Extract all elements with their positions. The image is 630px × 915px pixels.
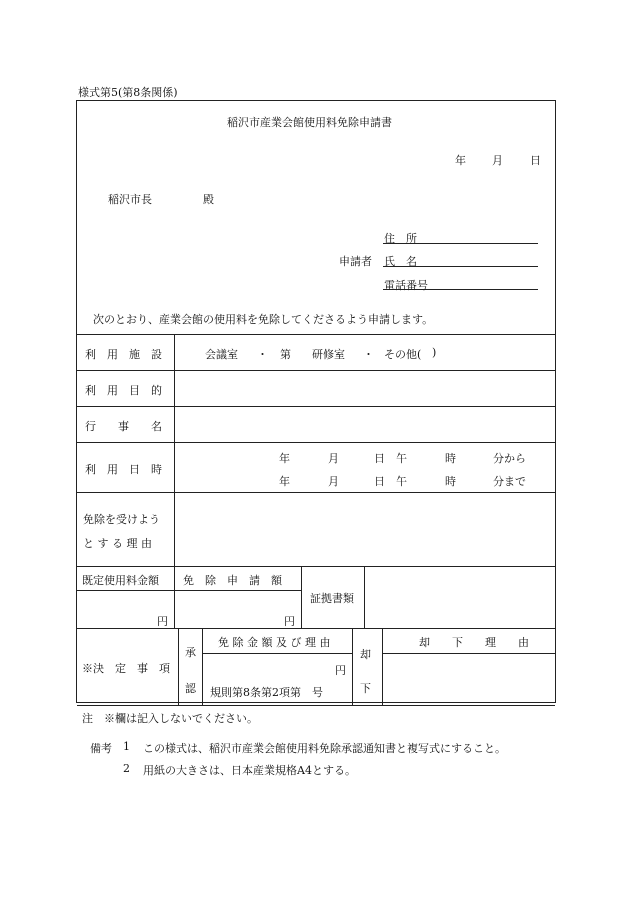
rule-facility-top: [77, 334, 555, 335]
date-year: 年: [455, 154, 466, 167]
remarks-label: 備考: [90, 742, 112, 755]
exemption-amount-label: 免 除 申 請 額: [183, 574, 282, 587]
purpose-label: 利 用 目 的: [85, 384, 162, 397]
rule-evidence-left: [301, 566, 302, 628]
approve-char-top: 承: [185, 646, 196, 659]
facility-sep-1: ・: [257, 348, 268, 361]
facility-label: 利 用 施 設: [85, 348, 162, 361]
datetime-from-year: 年: [279, 452, 290, 465]
rule-event-top: [77, 406, 555, 407]
rule-approve-right: [202, 628, 203, 705]
facility-option-meeting: 会議室: [205, 348, 238, 361]
datetime-to-minute: 分まで: [493, 475, 526, 488]
datetime-to-day: 日: [374, 475, 385, 488]
applicant-address-line: [383, 243, 538, 244]
exemption-amount-yen: 円: [284, 615, 295, 628]
datetime-from-minute: 分から: [493, 452, 526, 465]
facility-sep-2: ・: [363, 348, 374, 361]
applicant-address-label: 住 所: [384, 232, 417, 245]
decision-label: ※決 定 事 項: [82, 662, 170, 675]
applicant-name-line: [383, 266, 538, 267]
rule-reference: 規則第8条第2項第 号: [210, 686, 323, 699]
datetime-from-day: 日: [374, 452, 385, 465]
rule-reject-header: [382, 653, 555, 654]
remarks-item-2-num: 2: [123, 762, 130, 775]
datetime-label: 利 用 日 時: [85, 463, 162, 476]
form-number: 様式第5(第8条関係): [78, 86, 178, 99]
standard-fee-yen: 円: [157, 615, 168, 628]
datetime-to-ampm: 午: [396, 475, 407, 488]
rule-reason-top: [77, 492, 555, 493]
event-name-label: 行 事 名: [85, 420, 162, 433]
facility-option-training: 研修室: [312, 348, 345, 361]
applicant-label: 申請者: [339, 255, 372, 268]
rule-decision-header: [202, 653, 352, 654]
decision-yen: 円: [335, 664, 346, 677]
applicant-phone-label: 電話番号: [384, 279, 428, 292]
datetime-from-month: 月: [328, 452, 339, 465]
note-text: 注 ※欄は記入しないでください。: [82, 712, 258, 725]
applicant-phone-line: [383, 289, 538, 290]
reason-label-line2: と す る 理 由: [83, 537, 152, 550]
facility-option-other-close: ): [432, 346, 437, 359]
reject-char-bottom: 下: [360, 682, 371, 695]
applicant-name-label: 氏 名: [384, 255, 417, 268]
date-day: 日: [530, 154, 541, 167]
rule-reject-left: [352, 628, 353, 705]
datetime-to-month: 月: [328, 475, 339, 488]
rule-purpose-top: [77, 370, 555, 371]
form-title: 稲沢市産業会館使用料免除申請書: [227, 116, 392, 129]
remarks-item-1-text: この様式は、稲沢市産業会館使用料免除承認通知書と複写式にすること。: [143, 742, 506, 755]
rule-reject-right: [382, 628, 383, 705]
rule-decision-top: [77, 628, 555, 629]
reject-reason-header: 却 下 理 由: [419, 636, 529, 649]
rule-datetime-top: [77, 442, 555, 443]
reject-char-top: 却: [360, 648, 371, 661]
exemption-reason-header: 免 除 金 額 及 び 理 由: [218, 636, 331, 649]
reason-label-line1: 免除を受けよう: [83, 513, 160, 526]
datetime-from-ampm: 午: [396, 452, 407, 465]
datetime-to-hour: 時: [445, 475, 456, 488]
datetime-from-hour: 時: [445, 452, 456, 465]
application-form: [76, 100, 556, 725]
rule-evidence-right: [364, 566, 365, 628]
intro-text: 次のとおり、産業会館の使用料を免除してくださるよう申請します。: [93, 313, 434, 326]
facility-option-dai: 第: [280, 348, 291, 361]
datetime-to-year: 年: [279, 475, 290, 488]
addressee: 稲沢市長: [108, 193, 152, 206]
rule-label-col: [174, 334, 175, 628]
approve-char-bottom: 認: [185, 682, 196, 695]
date-month: 月: [492, 154, 503, 167]
rule-fee-mid: [77, 590, 301, 591]
evidence-documents-label: 証拠書類: [310, 592, 354, 605]
facility-option-other: その他(: [384, 348, 422, 361]
rule-note-top: [77, 705, 555, 706]
addressee-honorific: 殿: [203, 193, 214, 206]
rule-fee-top: [77, 566, 555, 567]
remarks-item-2-text: 用紙の大きさは、日本産業規格A4とする。: [143, 764, 356, 777]
remarks-item-1-num: 1: [123, 740, 130, 753]
standard-fee-label: 既定使用料金額: [82, 574, 159, 587]
rule-approve-left: [178, 628, 179, 705]
